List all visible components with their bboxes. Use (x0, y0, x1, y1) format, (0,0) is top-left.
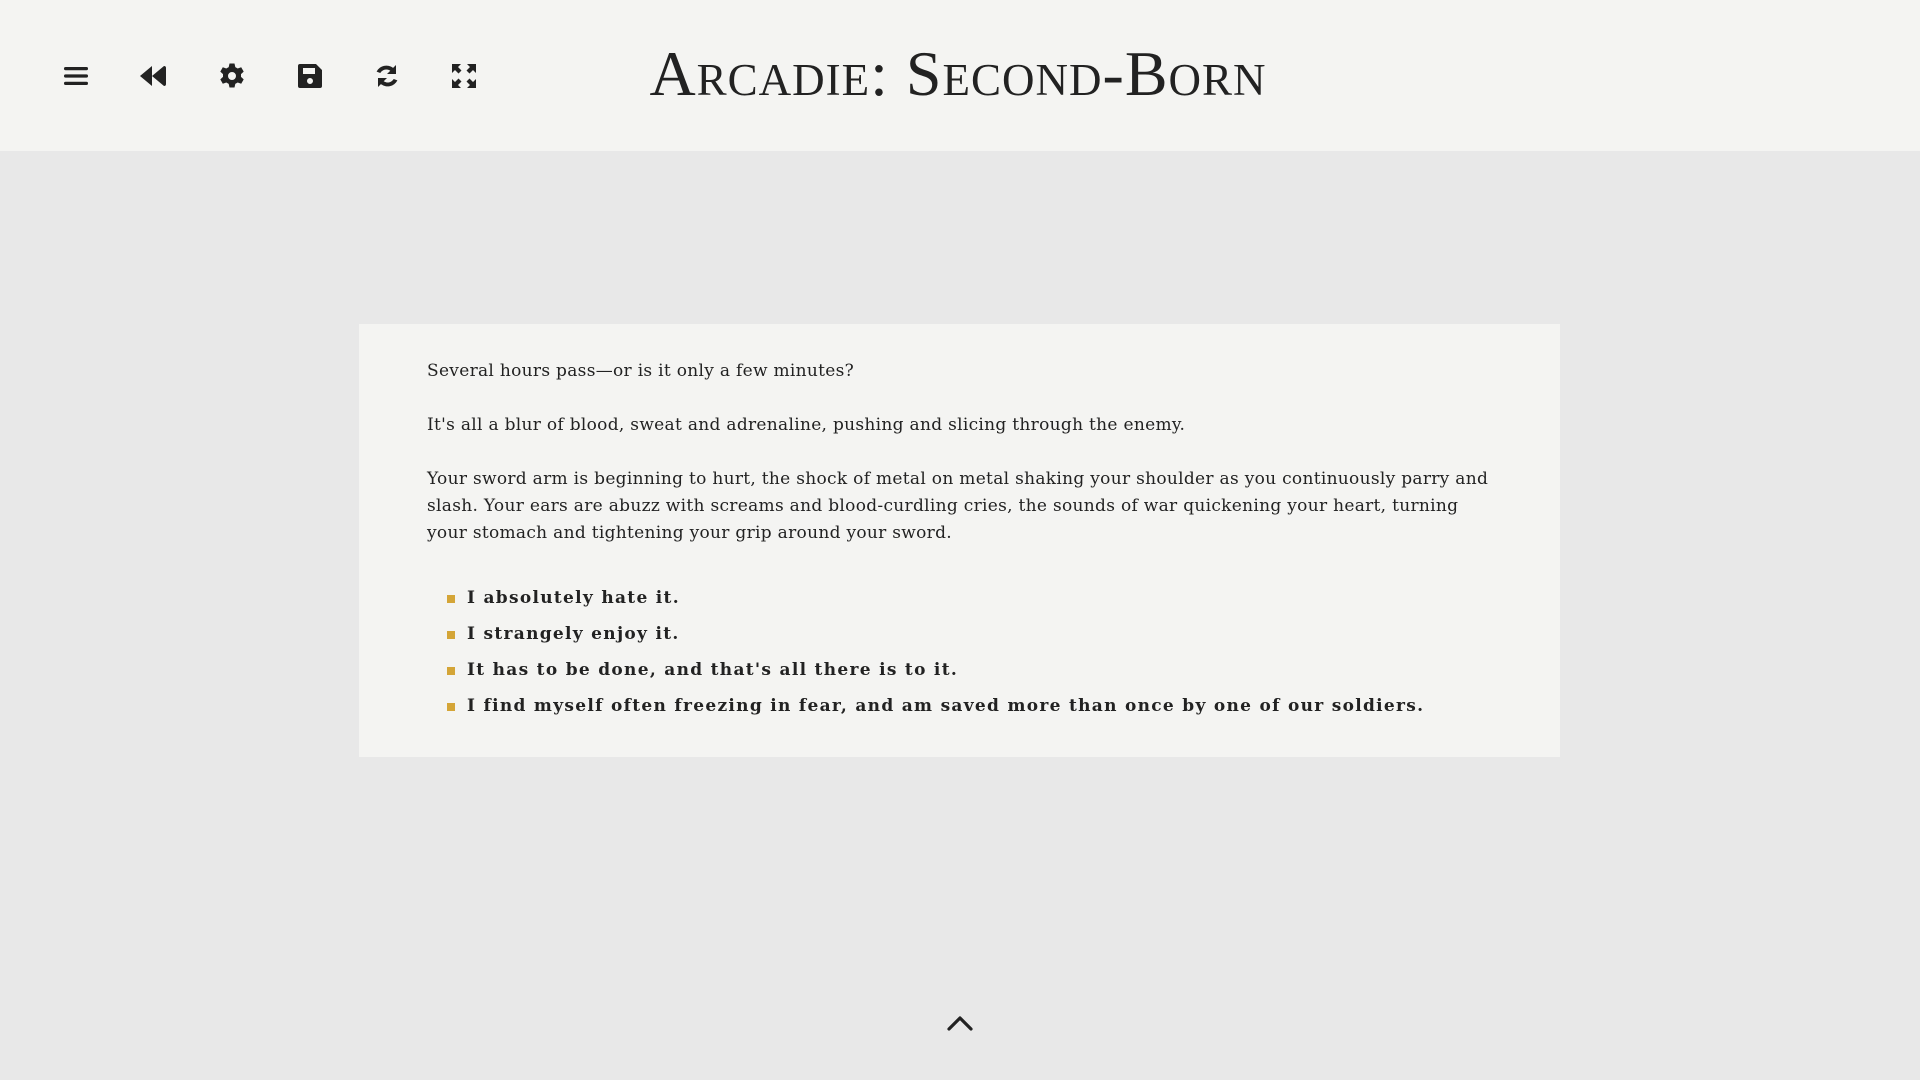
choice-link[interactable]: I absolutely hate it. (467, 588, 680, 608)
header-bar (0, 0, 1920, 151)
game-title-text: Arcadie: Second-Born (649, 38, 1267, 109)
square-bullet-icon (447, 595, 455, 603)
choice-item[interactable] (447, 652, 1500, 688)
square-bullet-icon (447, 667, 455, 675)
scroll-to-top-button[interactable] (945, 1010, 975, 1036)
passage-card (359, 324, 1560, 757)
passage-paragraph: Your sword arm is beginning to hurt, the shock of metal on metal shaking your shoulder as you continuously parry and slash. Your ears are abuzz with screams and blood-curdling cries, the sounds of war quickening your heart, turning your stomach and tightening your grip around your sword. (427, 469, 1489, 543)
choice-item[interactable] (447, 580, 1500, 616)
passage-paragraph: It's all a blur of blood, sweat and adrenaline, pushing and slicing through the enemy. (427, 415, 1186, 435)
chevron-up-icon (946, 1014, 974, 1032)
square-bullet-icon (447, 631, 455, 639)
choice-link[interactable]: I find myself often freezing in fear, and am saved more than once by one of our soldiers. (467, 696, 1425, 716)
choice-item[interactable] (447, 688, 1500, 724)
choice-link[interactable]: It has to be done, and that's all there is to it. (467, 660, 959, 680)
passage-paragraph: Several hours pass—or is it only a few minutes? (427, 361, 855, 381)
game-title (0, 36, 1920, 112)
choice-link[interactable]: I strangely enjoy it. (467, 624, 680, 644)
square-bullet-icon (447, 703, 455, 711)
choice-list (427, 580, 1500, 724)
choice-item[interactable] (447, 616, 1500, 652)
